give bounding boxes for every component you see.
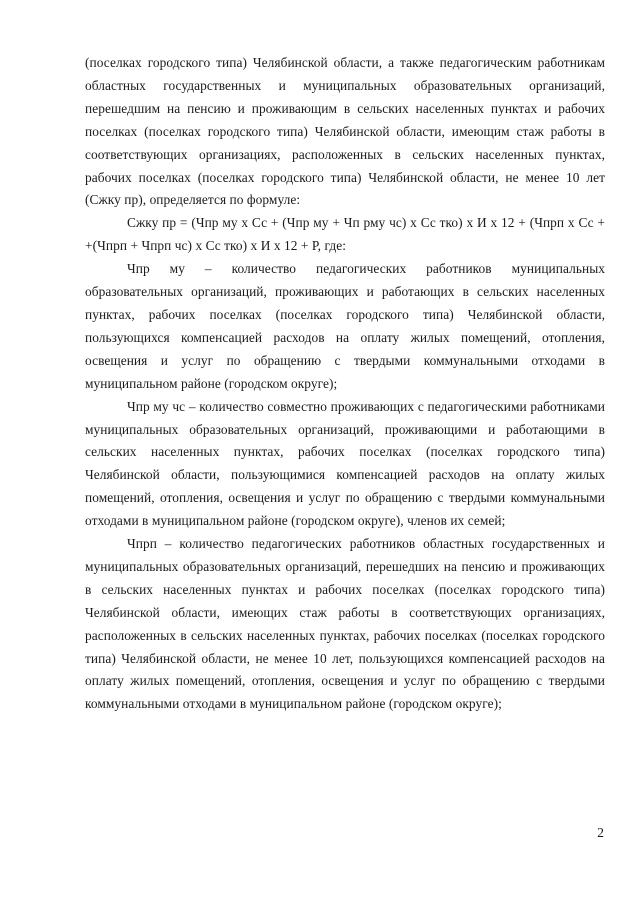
formula-line: Сжку пр = (Чпр му х Сс + (Чпр му + Чп рму чс) х Сс тко) х И х 12 + (Чпрп х Сс + +(Чпрп + Чпрп чс) х Сс тко) х И х 12 + Р, где: xyxy=(85,215,605,254)
definition-chprp: Чпрп – количество педагогических работников областных государственных и муниципальных образовательных организаций, перешедших на пенсию и проживающих в сельских населенных пунктах и рабочих поселках (поселках городского типа) Челябинской области, имеющих стаж работы в соответствующих организациях, расположенных в сельских населенных пунктах, рабочих поселках (поселках городского типа) Челябинской области, не менее 10 лет, пользующихся компенсацией расходов на оплату жилых помещений, отопления, освещения и услуг по обращению с твердыми коммунальными отходами в муниципальном районе (городском округе); xyxy=(85,536,605,712)
page-number: 2 xyxy=(597,825,604,840)
definition-chpr-mu: Чпр му – количество педагогических работников муниципальных образовательных организаций, проживающих и работающих в сельских населенных пунктах, рабочих поселках (поселках городского типа) Челябинской области, пользующихся компенсацией расходов на оплату жилых помещений, отопления, освещения и услуг по обращению с твердыми коммунальными отходами в муниципальном районе (городском округе); xyxy=(85,261,605,391)
definition-chpr-mu-chs: Чпр му чс – количество совместно проживающих с педагогическими работниками муниципальных образовательных организаций, проживающими и работающими в сельских населенных пунктах, рабочих поселках (поселках городского типа) Челябинской области, пользующимися компенсацией расходов на оплату жилых помещений, отопления, освещения и услуг по обращению с твердыми коммунальными отходами в муниципальном районе (городском округе), членов их семей; xyxy=(85,398,605,529)
document-body xyxy=(85,52,605,716)
paragraph-continuation: (поселках городского типа) Челябинской области, а также педагогическим работникам областных государственных и муниципальных образовательных организаций, перешедшим на пенсию и проживающим в сельских населенных пунктах и рабочих поселках (поселках городского типа) Челябинской области, имеющим стаж работы в соответствующих организациях, расположенных в сельских населенных пунктах, рабочих поселках (поселках городского типа) Челябинской области, не менее 10 лет (Сжку пр), определяется по формуле: xyxy=(85,55,605,208)
